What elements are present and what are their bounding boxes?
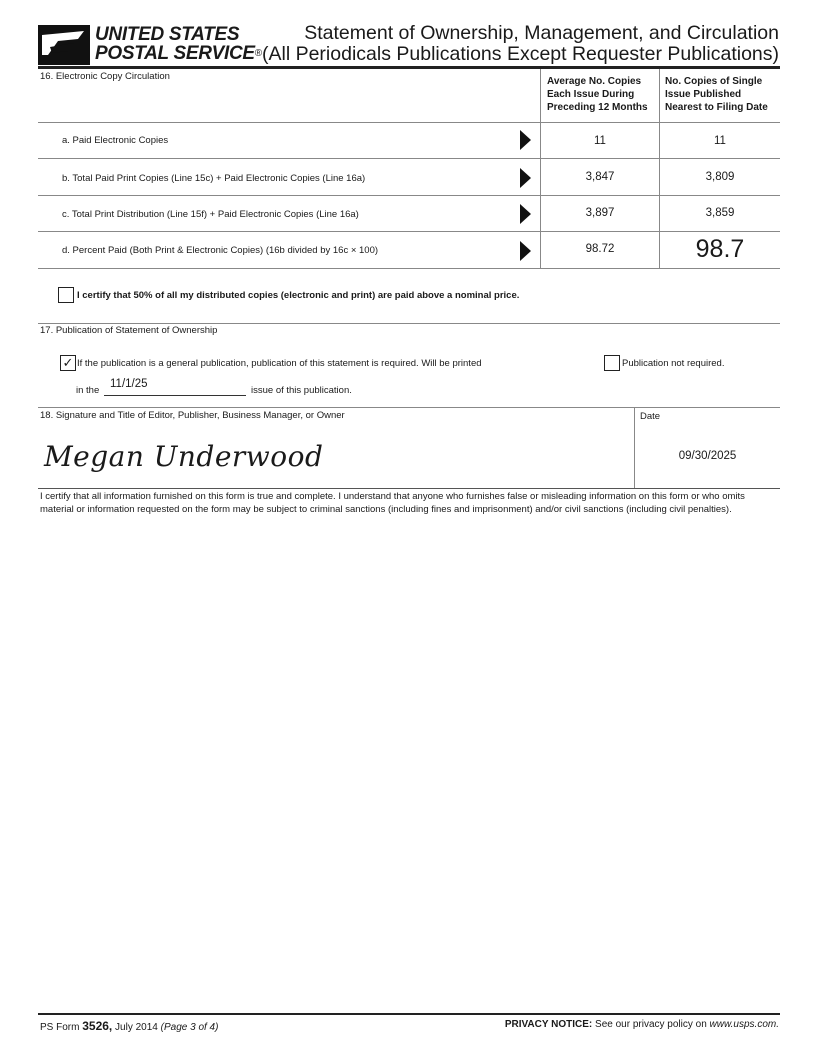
row-b-label: b. Total Paid Print Copies (Line 15c) + Paid Electronic Copies (Line 16a) (62, 173, 366, 184)
row-divider (38, 158, 780, 159)
section18-label: 18. Signature and Title of Editor, Publisher, Business Manager, or Owner (40, 410, 345, 421)
general-publication-checkbox[interactable]: ✓ (60, 355, 76, 371)
section16-label: 16. Electronic Copy Circulation (40, 71, 170, 82)
column-divider-1 (540, 69, 541, 268)
arrow-icon (520, 130, 531, 150)
row-divider (38, 122, 780, 123)
row-c-avg: 3,897 (585, 207, 615, 219)
in-the-label: in the (76, 385, 100, 396)
page-info: (Page 3 of 4) (160, 1022, 219, 1033)
general-publication-text: If the publication is a general publication, publication of this statement is required. Will be printed (77, 358, 482, 369)
row-c-single: 3,859 (705, 207, 735, 219)
certification-paragraph: I certify that all information furnished on this form is true and complete. I understand that anyone who furnishes false or misleading information on this form or who omits material or information requested on the form may be subject to criminal sanctions (including fines and imprisonment) and/or civil sanctions (including civil penalties). (40, 491, 745, 515)
arrow-icon (520, 241, 531, 261)
form-number: 3526, (82, 1019, 113, 1033)
date-column-divider (634, 407, 635, 488)
row-divider (38, 195, 780, 196)
issue-date-line (104, 395, 246, 396)
row-d-label: d. Percent Paid (Both Print & Electronic Copies) (16b divided by 16c × 100) (62, 245, 379, 256)
usps-wordmark (95, 25, 262, 63)
certify-paid-text: I certify that 50% of all my distributed copies (electronic and print) are paid above a nominal price. (77, 290, 520, 301)
registered-mark: ® (254, 48, 262, 59)
row-c-label: c. Total Print Distribution (Line 15f) + Paid Electronic Copies (Line 16a) (62, 209, 359, 220)
date-label: Date (640, 411, 661, 422)
section-divider (38, 407, 780, 408)
col-avg-header: Average No. Copies Each Issue During Preceding 12 Months (547, 76, 648, 113)
arrow-icon (520, 204, 531, 224)
signature-date: 09/30/2025 (678, 450, 737, 462)
certify-paid-checkbox[interactable] (58, 287, 74, 303)
section-divider (38, 488, 780, 489)
row-d-single: 98.7 (695, 235, 745, 263)
not-required-text: Publication not required. (622, 358, 725, 369)
row-divider (38, 231, 780, 232)
form-subtitle: (All Periodicals Publications Except Requester Publications) (262, 43, 779, 65)
header-rule (38, 66, 780, 69)
row-a-avg: 11 (594, 135, 606, 147)
privacy-link[interactable]: www.usps.com. (709, 1019, 779, 1030)
row-divider (38, 268, 780, 269)
col-single-header: No. Copies of Single Issue Published Nearest to Filing Date (665, 76, 768, 113)
section-divider (38, 323, 780, 324)
footer-rule (38, 1013, 780, 1015)
usps-eagle-logo (38, 25, 90, 65)
row-b-single: 3,809 (705, 171, 735, 183)
section17-label: 17. Publication of Statement of Ownership (40, 325, 218, 336)
not-required-checkbox[interactable] (604, 355, 620, 371)
logo-line1: UNITED STATES (95, 24, 240, 45)
form-title: Statement of Ownership, Management, and Circulation (304, 22, 779, 44)
form-id: PS Form 3526, July 2014 (Page 3 of 4) (40, 1019, 219, 1033)
row-a-single: 11 (714, 135, 726, 147)
arrow-icon (520, 168, 531, 188)
issue-suffix: issue of this publication. (251, 385, 352, 396)
logo-line2: POSTAL SERVICE (95, 43, 255, 64)
privacy-notice: PRIVACY NOTICE: See our privacy policy on www.usps.com. (504, 1019, 779, 1030)
signature: Megan Underwood (44, 440, 324, 473)
row-d-avg: 98.72 (585, 243, 615, 255)
row-a-label: a. Paid Electronic Copies (62, 135, 169, 146)
issue-date-field[interactable]: 11/1/25 (110, 378, 148, 390)
row-b-avg: 3,847 (585, 171, 615, 183)
